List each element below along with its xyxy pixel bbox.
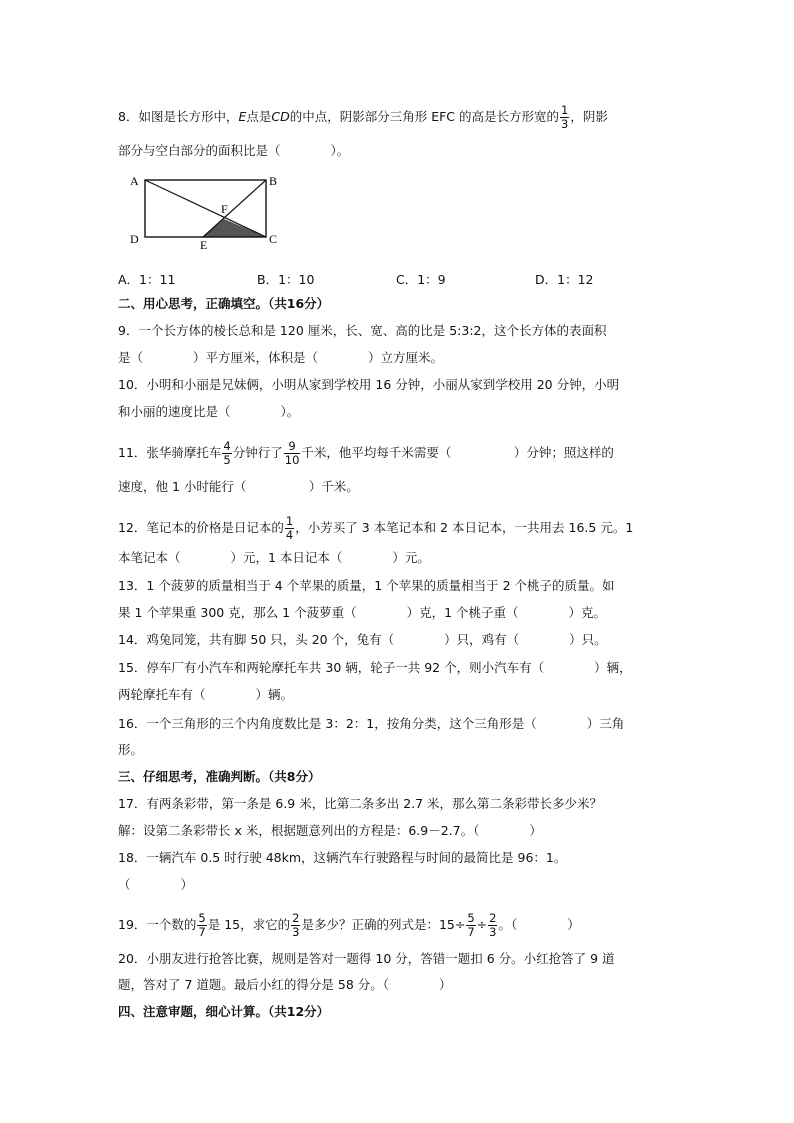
q8-segment-cd: CD [271, 109, 290, 124]
q11-fraction-1: $\frac{4}{5}$ [223, 439, 231, 467]
q8-option-c[interactable]: C．1：9 [396, 272, 446, 287]
label-a: A [130, 174, 139, 188]
label-f: F [221, 202, 228, 216]
q19-text-a: 19．一个数的 [118, 917, 197, 932]
q11-text-b: 分钟行了 [232, 445, 283, 460]
q16-line2: 形。 [118, 742, 144, 757]
rectangle-diagram [128, 170, 288, 250]
q19-text-d: ÷ [476, 917, 488, 932]
q11-line1 [118, 440, 614, 467]
q19-text-b: 是 15，求它的 [207, 917, 291, 932]
q10-line1: 10．小明和小丽是兄妹俩，小明从家到学校用 16 分钟，小丽从家到学校用 20 分钟，小明 [118, 377, 620, 392]
q20-line2: 题，答对了 7 道题。最后小红的得分是 58 分。（ ） [118, 977, 452, 992]
section-3-heading: 三、仔细思考，准确判断。（共8分） [118, 769, 321, 784]
q8-line2: 部分与空白部分的面积比是（ ）。 [118, 143, 350, 158]
label-c: C [269, 232, 278, 246]
q14-line: 14．鸡兔同笼，共有脚 50 只，头 20 个，兔有（ ）只，鸡有（ ）只。 [118, 632, 607, 647]
q8-line1 [118, 104, 608, 131]
q19-fraction-4: $\frac{2}{3}$ [489, 911, 497, 939]
q9-line2: 是（ ）平方厘米，体积是（ ）立方厘米。 [118, 350, 444, 365]
q8-option-a[interactable]: A．1：11 [118, 272, 176, 287]
q11-line2: 速度，他 1 小时能行（ ）千米。 [118, 479, 359, 494]
q12-text-b: ，小芳买了 3 本笔记本和 2 本日记本，一共用去 16.5 元。1 [295, 520, 634, 535]
q12-line1 [118, 515, 633, 542]
q12-text-a: 12．笔记本的价格是日记本的 [118, 520, 284, 535]
q8-option-d[interactable]: D．1：12 [535, 272, 594, 287]
q12-fraction: $\frac{1}{4}$ [285, 514, 294, 542]
q19-text-e: 。（ ） [498, 917, 580, 932]
q8-text-a: 8．如图是长方形中， [118, 109, 239, 124]
q13-line2: 果 1 个苹果重 300 克，那么 1 个菠萝重（ ）克，1 个桃子重（ ）克。 [118, 605, 607, 620]
label-e: E [200, 238, 208, 250]
q17-line1: 17．有两条彩带，第一条是 6.9 米，比第二条多出 2.7 米，那么第二条彩带长多少米？ [118, 796, 603, 811]
q18-line1: 18．一辆汽车 0.5 时行驶 48km，这辆汽车行驶路程与时间的最简比是 96：1。 [118, 850, 567, 865]
q20-line1: 20．小朋友进行抢答比赛，规则是答对一题得 10 分，答错一题扣 6 分。小红抢答了 9 道 [118, 951, 615, 966]
q8-text-f: ，阴影 [570, 109, 608, 124]
q16-line1: 16．一个三角形的三个内角度数比是 3：2：1，按角分类，这个三角形是（ ）三角 [118, 716, 625, 731]
label-d: D [130, 232, 139, 246]
q15-line1: 15．停车厂有小汽车和两轮摩托车共 30 辆，轮子一共 92 个，则小汽车有（ ）辆， [118, 660, 632, 675]
q13-line1: 13．1 个菠萝的质量相当于 4 个苹果的质量，1 个苹果的质量相当于 2 个桃子的质量。如 [118, 578, 615, 593]
q11-text-c: 千米，他平均每千米需要（ ）分钟；照这样的 [301, 445, 614, 460]
section-4-heading: 四、注意审题，细心计算。（共12分） [118, 1004, 330, 1019]
q8-fraction: $\frac{1}{3}$ [561, 103, 569, 131]
q9-line1: 9．一个长方体的棱长总和是 120 厘米，长、宽、高的比是 5:3:2，这个长方体的表面积 [118, 323, 607, 338]
q19-line [118, 912, 580, 939]
q10-line2: 和小丽的速度比是（ ）。 [118, 404, 300, 419]
q8-option-b[interactable]: B．1：10 [257, 272, 315, 287]
q19-fraction-2: $\frac{2}{3}$ [292, 911, 300, 939]
q18-line2: （ ） [118, 877, 194, 892]
q19-fraction-1: $\frac{5}{7}$ [198, 911, 206, 939]
section-2-heading: 二、用心思考，正确填空。（共16分） [118, 296, 330, 311]
q17-line2: 解：设第二条彩带长 x 米，根据题意列出的方程是：6.9－2.7。（ ） [118, 823, 542, 838]
q11-text-a: 11．张华骑摩托车 [118, 445, 222, 460]
q12-line2: 本笔记本（ ）元，1 本日记本（ ）元。 [118, 550, 430, 565]
q15-line2: 两轮摩托车有（ ）辆。 [118, 687, 294, 702]
q11-fraction-2: $\frac{9}{10}$ [284, 439, 300, 467]
q8-point-e: E [238, 109, 247, 124]
diagonal-ac [145, 180, 266, 237]
q19-fraction-3: $\frac{5}{7}$ [467, 911, 475, 939]
q8-text-c: 点是 [246, 109, 272, 124]
q8-text-e: 的中点，阴影部分三角形 EFC 的高是长方形宽的 [289, 109, 560, 124]
label-b: B [269, 174, 278, 188]
q19-text-c: 是多少？正确的列式是：15÷ [301, 917, 466, 932]
